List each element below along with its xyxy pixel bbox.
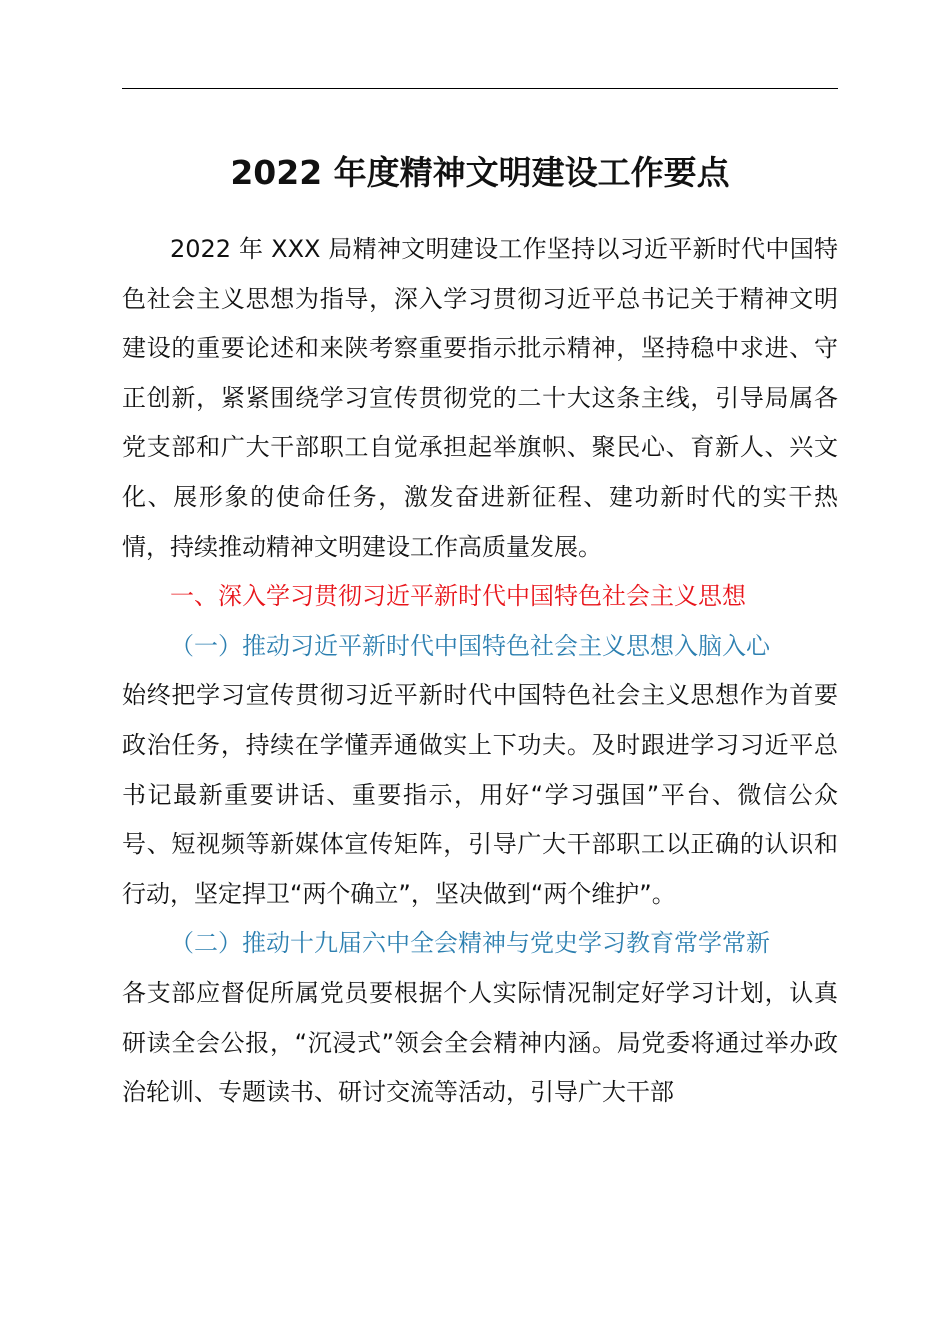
- header-rule: [122, 88, 838, 89]
- document-body: [122, 225, 838, 1118]
- document-title: 2022 年度精神文明建设工作要点: [230, 153, 730, 192]
- section-1-heading: 一、深入学习贯彻习近平新时代中国特色社会主义思想: [170, 582, 746, 611]
- subsection-1-heading: （一）推动习近平新时代中国特色社会主义思想入脑入心: [170, 631, 770, 660]
- intro-paragraph: 2022 年 XXX 局精神文明建设工作坚持以习近平新时代中国特色社会主义思想为指导，深入学习贯彻习近平总书记关于精神文明建设的重要论述和来陕考察重要指示批示精神，坚持稳中求进、守正创新，紧紧围绕学习宣传贯彻党的二十大这条主线，引导局属各党支部和广大干部职工自觉承担起举旗帜、聚民心、育新人、兴文化、展形象的使命任务，激发奋进新征程、建功新时代的实干热情，持续推动精神文明建设工作高质量发展。: [122, 235, 838, 561]
- subsection-2-heading: （二）推动十九届六中全会精神与党史学习教育常学常新: [170, 929, 770, 958]
- subsection-2-body: 各支部应督促所属党员要根据个人实际情况制定好学习计划，认真研读全会公报，“沉浸式”领会全会精神内涵。局党委将通过举办政治轮训、专题读书、研讨交流等活动，引导广大干部: [122, 978, 838, 1107]
- subsection-1-body: 始终把学习宣传贯彻习近平新时代中国特色社会主义思想作为首要政治任务，持续在学懂弄通做实上下功夫。及时跟进学习习近平总书记最新重要讲话、重要指示，用好“学习强国”平台、微信公众号、短视频等新媒体宣传矩阵，引导广大干部职工以正确的认识和行动，坚定捍卫“两个确立”，坚决做到“两个维护”。: [122, 681, 838, 908]
